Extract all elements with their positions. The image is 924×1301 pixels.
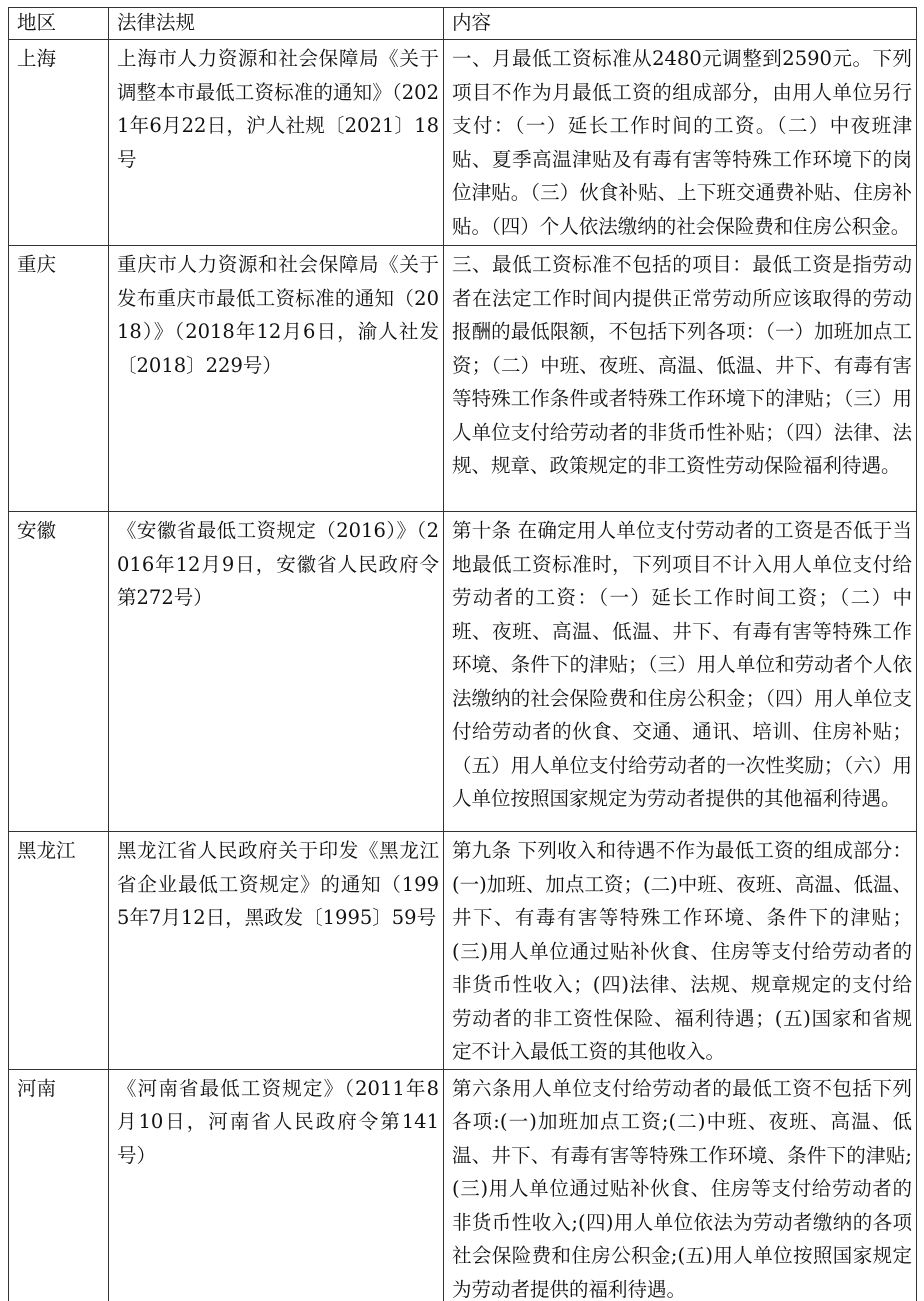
cell-content: 一、月最低工资标准从2480元调整到2590元。下列项目不作为月最低工资的组成部分，由用人单位另行支付：（一）延长工作时间的工资。（二）中夜班津贴、夏季高温津贴及有毒有害等特殊工作环境下的岗位津贴。（三）伙食补贴、上下班交通费补贴、住房补贴。（四）个人依法缴纳的社会保险费和住房公积金。 xyxy=(444,40,917,246)
cell-content: 三、最低工资标准不包括的项目：最低工资是指劳动者在法定工作时间内提供正常劳动所应该取得的劳动报酬的最低限额，不包括下列各项：（一）加班加点工资；（二）中班、夜班、高温、低温、井下、有毒有害等特殊工作条件或者特殊工作环境下的津贴；（三）用人单位支付给劳动者的非货币性补贴；（四）法律、法规、规章、政策规定的非工资性劳动保险福利待遇。 xyxy=(444,246,917,512)
cell-content: 第九条 下列收入和待遇不作为最低工资的组成部分：(一)加班、加点工资；(二)中班、夜班、高温、低温、井下、有毒有害等特殊工作环境、条件下的津贴；(三)用人单位通过贴补伙食、住房等支付给劳动者的非货币性收入；(四)法律、法规、规章规定的支付给劳动者的非工资性保险、福利待遇；(五)国家和省规定不计入最低工资的其他收入。 xyxy=(444,832,917,1070)
cell-law: 上海市人力资源和社会保障局《关于调整本市最低工资标准的通知》（2021年6月22日，沪人社规〔2021〕18号 xyxy=(109,40,444,246)
cell-region: 重庆 xyxy=(9,246,109,512)
cell-law: 《安徽省最低工资规定（2016）》（2016年12月9日，安徽省人民政府令第272号） xyxy=(109,512,444,832)
cell-region: 安徽 xyxy=(9,512,109,832)
header-region: 地区 xyxy=(9,8,109,40)
table-header-row xyxy=(9,8,917,40)
cell-law: 《河南省最低工资规定》（2011年8月10日，河南省人民政府令第141号） xyxy=(109,1069,444,1301)
table-row xyxy=(9,1069,917,1301)
table-row xyxy=(9,512,917,832)
table-row xyxy=(9,832,917,1070)
cell-region: 河南 xyxy=(9,1069,109,1301)
cell-law: 黑龙江省人民政府关于印发《黑龙江省企业最低工资规定》的通知（1995年7月12日，黑政发〔1995〕59号 xyxy=(109,832,444,1070)
cell-law: 重庆市人力资源和社会保障局《关于发布重庆市最低工资标准的通知（2018）》（2018年12月6日，渝人社发〔2018〕229号） xyxy=(109,246,444,512)
header-content: 内容 xyxy=(444,8,917,40)
cell-region: 上海 xyxy=(9,40,109,246)
cell-content: 第十条 在确定用人单位支付劳动者的工资是否低于当地最低工资标准时，下列项目不计入用人单位支付给劳动者的工资：（一）延长工作时间工资；（二）中班、夜班、高温、低温、井下、有毒有害等特殊工作环境、条件下的津贴；（三）用人单位和劳动者个人依法缴纳的社会保险费和住房公积金；（四）用人单位支付给劳动者的伙食、交通、通讯、培训、住房补贴；（五）用人单位支付给劳动者的一次性奖励；（六）用人单位按照国家规定为劳动者提供的其他福利待遇。 xyxy=(444,512,917,832)
header-law: 法律法规 xyxy=(109,8,444,40)
minimum-wage-regulations-table xyxy=(8,7,917,1301)
table-row xyxy=(9,246,917,512)
cell-content: 第六条用人单位支付给劳动者的最低工资不包括下列各项:(一)加班加点工资;(二)中班、夜班、高温、低温、井下、有毒有害等特殊工作环境、条件下的津贴;(三)用人单位通过贴补伙食、住房等支付给劳动者的非货币性收入;(四)用人单位依法为劳动者缴纳的各项社会保险费和住房公积金;(五)用人单位按照国家规定为劳动者提供的福利待遇。 xyxy=(444,1069,917,1301)
table-row xyxy=(9,40,917,246)
cell-region: 黑龙江 xyxy=(9,832,109,1070)
